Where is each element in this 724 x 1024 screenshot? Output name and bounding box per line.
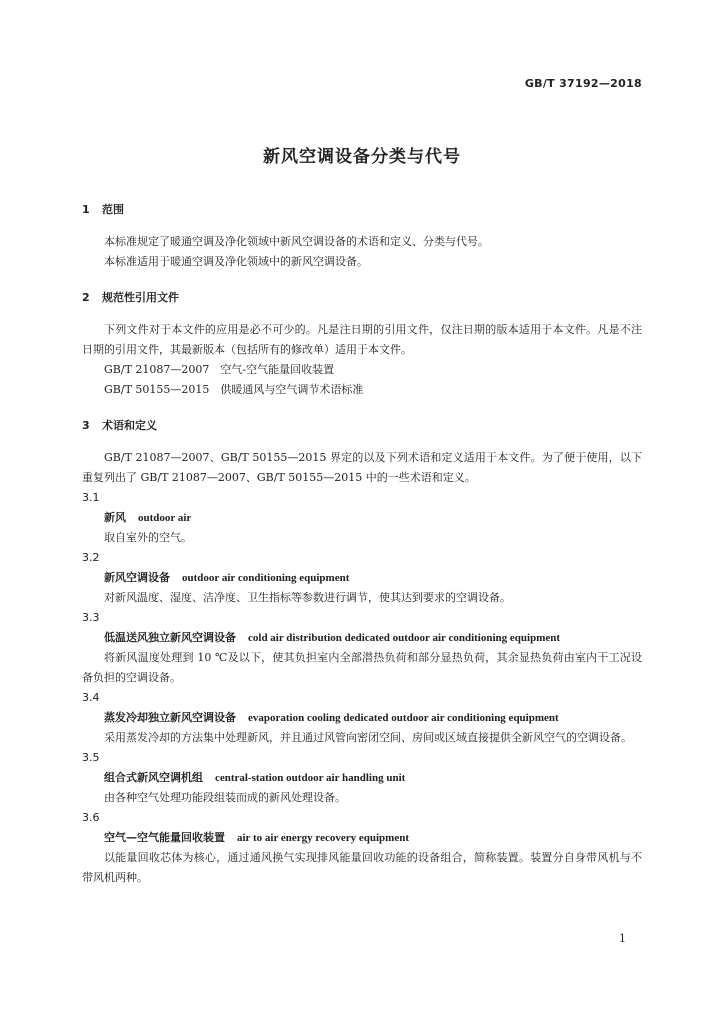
- term-heading: [82, 568, 642, 588]
- section-1-heading: [82, 200, 642, 220]
- section-number: 1: [82, 203, 90, 216]
- section-title: 规范性引用文件: [102, 291, 179, 304]
- term-definition: 将新风温度处理到 10 ℃及以下，使其负担室内全部潜热负荷和部分显热负荷，其余显热负荷由室内干工况设备负担的空调设备。: [82, 651, 642, 684]
- section-title: 术语和定义: [102, 419, 157, 432]
- term-heading: [82, 628, 642, 648]
- term-english: central-station outdoor air handling unit: [215, 772, 406, 784]
- term-chinese: 新风: [104, 511, 126, 524]
- paragraph: 本标准规定了暖通空调及净化领域中新风空调设备的术语和定义、分类与代号。: [104, 235, 489, 248]
- term-chinese: 空气—空气能量回收装置: [104, 831, 225, 844]
- term-heading: [82, 508, 642, 528]
- section-number: 3: [82, 419, 90, 432]
- term-heading: [82, 828, 642, 848]
- term-english: cold air distribution dedicated outdoor air conditioning equipment: [248, 632, 561, 644]
- term-number: 3.4: [82, 691, 100, 704]
- page-number: 1: [619, 932, 626, 945]
- section-2-heading: [82, 288, 642, 308]
- paragraph: 下列文件对于本文件的应用是必不可少的。凡是注日期的引用文件，仅注日期的版本适用于本文件。凡是不注日期的引用文件，其最新版本（包括所有的修改单）适用于本文件。: [82, 323, 642, 356]
- term-number: 3.6: [82, 811, 100, 824]
- term-number: 3.5: [82, 751, 100, 764]
- paragraph: GB/T 21087—2007、GB/T 50155—2015 界定的以及下列术语和定义适用于本文件。为了便于使用，以下重复列出了 GB/T 21087—2007、GB/T 50155—2015 中的一些术语和定义。: [82, 451, 642, 484]
- term-english: evaporation cooling dedicated outdoor air conditioning equipment: [248, 712, 559, 724]
- term-english: air to air energy recovery equipment: [237, 832, 409, 844]
- standard-code: GB/T 37192—2018: [524, 77, 642, 90]
- term-definition: 以能量回收芯体为核心，通过通风换气实现排风能量回收功能的设备组合，简称装置。装置分自身带风机与不带风机两种。: [82, 851, 642, 884]
- term-english: outdoor air conditioning equipment: [182, 572, 350, 584]
- section-number: 2: [82, 291, 90, 304]
- term-definition: 采用蒸发冷却的方法集中处理新风，并且通过风管向密闭空间、房间或区域直接提供全新风空气的空调设备。: [104, 731, 632, 744]
- term-definition: 取自室外的空气。: [104, 531, 192, 544]
- reference-item: GB/T 50155—2015 供暖通风与空气调节术语标准: [104, 383, 364, 396]
- term-chinese: 新风空调设备: [104, 571, 170, 584]
- term-chinese: 低温送风独立新风空调设备: [104, 631, 236, 644]
- document-title: 新风空调设备分类与代号: [263, 147, 461, 167]
- term-heading: [82, 768, 642, 788]
- term-definition: 对新风温度、湿度、洁净度、卫生指标等参数进行调节，使其达到要求的空调设备。: [104, 591, 511, 604]
- term-english: outdoor air: [138, 512, 192, 524]
- document-body: [82, 200, 642, 888]
- term-heading: [82, 708, 642, 728]
- term-number: 3.1: [82, 491, 100, 504]
- section-3-heading: [82, 416, 642, 436]
- term-number: 3.3: [82, 611, 100, 624]
- reference-item: GB/T 21087—2007 空气-空气能量回收装置: [104, 363, 335, 376]
- paragraph: 本标准适用于暖通空调及净化领域中的新风空调设备。: [104, 255, 368, 268]
- term-definition: 由各种空气处理功能段组装而成的新风处理设备。: [104, 791, 346, 804]
- term-chinese: 蒸发冷却独立新风空调设备: [104, 711, 236, 724]
- term-chinese: 组合式新风空调机组: [104, 771, 203, 784]
- section-title: 范围: [102, 203, 124, 216]
- term-number: 3.2: [82, 551, 100, 564]
